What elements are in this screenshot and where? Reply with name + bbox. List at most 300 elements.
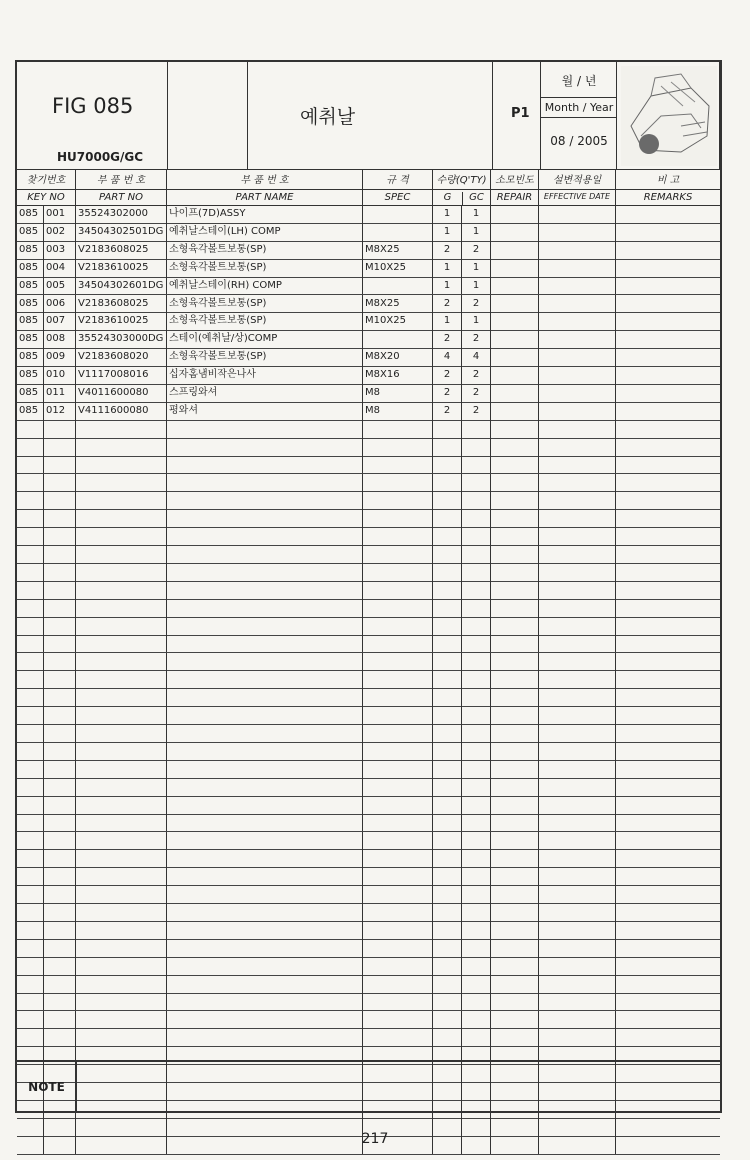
cell-part_no	[76, 420, 167, 438]
cell-key	[44, 527, 76, 545]
cell-spec	[363, 778, 433, 796]
cell-g	[433, 438, 462, 456]
col-qty	[433, 169, 491, 205]
cell-g	[433, 742, 462, 760]
cell-blank-7	[491, 205, 539, 223]
cell-key: 011	[44, 384, 76, 402]
cell-spec	[363, 617, 433, 635]
cell-name	[167, 545, 363, 563]
cell-gc	[462, 563, 491, 581]
cell-gc: 4	[462, 348, 491, 366]
cell-fig	[17, 957, 44, 975]
cell-gc	[462, 474, 491, 492]
cell-part_no	[76, 563, 167, 581]
col-spec-kor: 규 격	[386, 175, 409, 186]
cell-blank-9	[616, 778, 720, 796]
cell-blank-8	[539, 438, 616, 456]
col-part-no-kor: 부 품 번 호	[96, 175, 146, 186]
cell-fig	[17, 599, 44, 617]
cell-blank-7	[491, 366, 539, 384]
table-row	[17, 366, 720, 385]
cell-blank-7	[491, 509, 539, 527]
cell-g	[433, 867, 462, 885]
blank-cell	[168, 62, 248, 169]
cell-blank-9	[616, 832, 720, 850]
cell-part_no	[76, 545, 167, 563]
cell-part_no	[76, 456, 167, 474]
cell-blank-8	[539, 635, 616, 653]
cell-spec: M8X25	[363, 295, 433, 313]
cell-blank-7	[491, 975, 539, 993]
cell-key	[44, 509, 76, 527]
table-header	[17, 169, 720, 206]
cell-part_no	[76, 778, 167, 796]
cell-blank-7	[491, 760, 539, 778]
cell-blank-8	[539, 867, 616, 885]
cell-spec	[363, 688, 433, 706]
cell-g	[433, 670, 462, 688]
cell-blank-7	[491, 939, 539, 957]
cell-spec: M10X25	[363, 312, 433, 330]
cell-blank-8	[539, 957, 616, 975]
cell-gc	[462, 957, 491, 975]
cell-spec: M8X20	[363, 348, 433, 366]
note-label: NOTE	[17, 1062, 77, 1113]
table-row	[17, 617, 720, 636]
page-cell	[493, 62, 541, 169]
col-qty-g: G	[433, 192, 463, 206]
cell-blank-9	[616, 474, 720, 492]
cell-key: 004	[44, 259, 76, 277]
cell-fig	[17, 939, 44, 957]
cell-key	[44, 635, 76, 653]
cell-g	[433, 939, 462, 957]
cell-part_no	[76, 581, 167, 599]
cell-blank-7	[491, 241, 539, 259]
cell-spec	[363, 456, 433, 474]
cell-name	[167, 742, 363, 760]
cell-blank-8	[539, 420, 616, 438]
cell-spec: M8	[363, 402, 433, 420]
table-row	[17, 903, 720, 922]
cell-blank-8	[539, 670, 616, 688]
cell-key	[44, 724, 76, 742]
cell-blank-7	[491, 348, 539, 366]
cell-gc	[462, 456, 491, 474]
cell-gc: 2	[462, 366, 491, 384]
cell-part_no	[76, 921, 167, 939]
cell-blank-8	[539, 527, 616, 545]
cell-g: 1	[433, 259, 462, 277]
table-row	[17, 993, 720, 1012]
cell-fig	[17, 688, 44, 706]
cell-g	[433, 1011, 462, 1029]
cell-blank-8	[539, 706, 616, 724]
cell-blank-7	[491, 1011, 539, 1029]
table-row	[17, 474, 720, 493]
cell-gc	[462, 635, 491, 653]
cell-g	[433, 653, 462, 671]
cell-blank-7	[491, 420, 539, 438]
table-row	[17, 670, 720, 689]
cell-spec	[363, 921, 433, 939]
cell-fig: 085	[17, 277, 44, 295]
cell-blank-7	[491, 921, 539, 939]
cell-name	[167, 509, 363, 527]
cell-spec	[363, 975, 433, 993]
cell-blank-8	[539, 849, 616, 867]
cell-fig	[17, 706, 44, 724]
cell-part_no	[76, 1011, 167, 1029]
cell-gc: 1	[462, 277, 491, 295]
cell-blank-9	[616, 295, 720, 313]
table-row	[17, 402, 720, 421]
cell-gc	[462, 814, 491, 832]
cell-part_no: 34504302601DG	[76, 277, 167, 295]
cell-name: 스테이(예취날/상)COMP	[167, 330, 363, 348]
cell-spec	[363, 1011, 433, 1029]
cell-blank-9	[616, 867, 720, 885]
cell-key: 007	[44, 312, 76, 330]
cell-part_no	[76, 491, 167, 509]
cell-fig	[17, 635, 44, 653]
cell-key	[44, 456, 76, 474]
cell-blank-8	[539, 778, 616, 796]
cell-part_no	[76, 760, 167, 778]
cell-fig	[17, 796, 44, 814]
fig-number: FIG 085	[52, 94, 134, 118]
cell-fig	[17, 903, 44, 921]
col-part-no-eng: PART NO	[76, 189, 166, 203]
cell-g	[433, 509, 462, 527]
table-row	[17, 724, 720, 743]
cell-blank-9	[616, 581, 720, 599]
cell-gc	[462, 921, 491, 939]
cell-name	[167, 849, 363, 867]
table-row	[17, 509, 720, 528]
cell-key	[44, 688, 76, 706]
table-row	[17, 420, 720, 439]
cell-gc	[462, 420, 491, 438]
cell-key: 001	[44, 205, 76, 223]
cell-key	[44, 921, 76, 939]
cell-blank-9	[616, 760, 720, 778]
cell-name	[167, 653, 363, 671]
cell-blank-9	[616, 241, 720, 259]
cell-blank-7	[491, 402, 539, 420]
cell-name	[167, 670, 363, 688]
cell-blank-9	[616, 509, 720, 527]
cell-blank-7	[491, 563, 539, 581]
cell-fig: 085	[17, 384, 44, 402]
table-row	[17, 921, 720, 940]
cell-spec	[363, 223, 433, 241]
table-row	[17, 259, 720, 278]
cell-g	[433, 456, 462, 474]
cell-key	[44, 545, 76, 563]
cell-name	[167, 581, 363, 599]
cell-g	[433, 563, 462, 581]
cell-name: 소형육각볼트보통(SP)	[167, 348, 363, 366]
cell-gc	[462, 670, 491, 688]
cell-key	[44, 491, 76, 509]
cell-spec	[363, 545, 433, 563]
cell-blank-8	[539, 688, 616, 706]
cell-fig	[17, 760, 44, 778]
cell-fig: 085	[17, 241, 44, 259]
cell-g	[433, 420, 462, 438]
col-repair	[491, 169, 539, 205]
cell-blank-9	[616, 563, 720, 581]
table-row	[17, 581, 720, 600]
cell-part_no	[76, 885, 167, 903]
table-row	[17, 241, 720, 260]
cell-gc: 2	[462, 330, 491, 348]
cell-blank-7	[491, 993, 539, 1011]
cell-g	[433, 993, 462, 1011]
cell-key	[44, 474, 76, 492]
cell-blank-7	[491, 688, 539, 706]
cell-g: 2	[433, 330, 462, 348]
cell-blank-9	[616, 742, 720, 760]
cell-part_no	[76, 474, 167, 492]
cell-key	[44, 420, 76, 438]
table-row	[17, 635, 720, 654]
cell-key	[44, 975, 76, 993]
cell-blank-9	[616, 993, 720, 1011]
cell-part_no	[76, 670, 167, 688]
cell-part_no	[76, 1028, 167, 1046]
cell-blank-9	[616, 939, 720, 957]
cell-spec	[363, 277, 433, 295]
cell-blank-8	[539, 259, 616, 277]
cell-blank-9	[616, 438, 720, 456]
table-row	[17, 545, 720, 564]
cell-part_no	[76, 957, 167, 975]
cell-g	[433, 760, 462, 778]
table-row	[17, 885, 720, 904]
cell-blank-9	[616, 527, 720, 545]
cell-blank-7	[491, 491, 539, 509]
cell-spec	[363, 885, 433, 903]
parts-list-frame	[15, 60, 722, 1113]
cell-gc	[462, 653, 491, 671]
table-row	[17, 688, 720, 707]
cell-name: 평와셔	[167, 402, 363, 420]
cell-blank-8	[539, 903, 616, 921]
cell-gc: 2	[462, 402, 491, 420]
cell-part_no	[76, 688, 167, 706]
cell-blank-8	[539, 1011, 616, 1029]
cell-g	[433, 814, 462, 832]
cell-spec	[363, 670, 433, 688]
page-code: P1	[511, 106, 530, 121]
model-name: HU7000G/GC	[57, 150, 144, 164]
cell-fig: 085	[17, 259, 44, 277]
cell-key	[44, 653, 76, 671]
cell-gc	[462, 742, 491, 760]
cell-key: 002	[44, 223, 76, 241]
cell-g	[433, 921, 462, 939]
cell-g	[433, 706, 462, 724]
cell-blank-8	[539, 796, 616, 814]
table-row	[17, 330, 720, 349]
date-value: 08 / 2005	[550, 134, 608, 148]
cell-gc	[462, 867, 491, 885]
cell-name	[167, 993, 363, 1011]
cell-g	[433, 796, 462, 814]
table-row	[17, 312, 720, 331]
machine-thumbnail	[617, 62, 720, 169]
cell-blank-8	[539, 366, 616, 384]
cell-g: 2	[433, 241, 462, 259]
cell-spec: M8X25	[363, 241, 433, 259]
table-row	[17, 348, 720, 367]
cell-blank-9	[616, 420, 720, 438]
table-row	[17, 867, 720, 886]
cell-gc	[462, 778, 491, 796]
cell-key	[44, 903, 76, 921]
cell-name	[167, 832, 363, 850]
cell-blank-7	[491, 832, 539, 850]
cell-blank-9	[616, 277, 720, 295]
cell-fig	[17, 491, 44, 509]
cell-name	[167, 617, 363, 635]
cell-blank-8	[539, 599, 616, 617]
cell-g	[433, 957, 462, 975]
cell-spec: M10X25	[363, 259, 433, 277]
cell-gc	[462, 527, 491, 545]
cell-name	[167, 706, 363, 724]
cell-part_no	[76, 617, 167, 635]
cell-g	[433, 832, 462, 850]
cell-blank-9	[616, 921, 720, 939]
cell-key: 009	[44, 348, 76, 366]
cell-key: 008	[44, 330, 76, 348]
table-row	[17, 796, 720, 815]
cell-blank-8	[539, 993, 616, 1011]
cell-name	[167, 420, 363, 438]
cell-part_no	[76, 867, 167, 885]
cell-name: 소형육각볼트보통(SP)	[167, 241, 363, 259]
cell-blank-8	[539, 742, 616, 760]
cell-blank-8	[539, 814, 616, 832]
cell-gc	[462, 939, 491, 957]
cell-key	[44, 581, 76, 599]
cell-blank-7	[491, 885, 539, 903]
cell-part_no	[76, 796, 167, 814]
cell-name	[167, 939, 363, 957]
cell-key: 006	[44, 295, 76, 313]
cell-key	[44, 814, 76, 832]
cell-blank-7	[491, 545, 539, 563]
cell-blank-7	[491, 724, 539, 742]
cell-fig	[17, 742, 44, 760]
col-spec-eng: SPEC	[363, 189, 432, 203]
cell-g	[433, 724, 462, 742]
cell-g	[433, 599, 462, 617]
cell-gc	[462, 599, 491, 617]
cell-fig	[17, 617, 44, 635]
page-number: 217	[361, 1131, 389, 1147]
cell-spec	[363, 814, 433, 832]
cell-blank-7	[491, 653, 539, 671]
cell-blank-9	[616, 348, 720, 366]
cell-name	[167, 456, 363, 474]
cell-name	[167, 903, 363, 921]
cell-blank-8	[539, 760, 616, 778]
cell-name	[167, 563, 363, 581]
cell-blank-7	[491, 849, 539, 867]
col-qty-kor: 수량(Q'TY)	[436, 175, 487, 186]
cell-key	[44, 1028, 76, 1046]
cell-blank-8	[539, 832, 616, 850]
cell-fig	[17, 867, 44, 885]
cell-gc	[462, 832, 491, 850]
harvester-illustration-icon	[621, 66, 717, 166]
date-label-eng: Month / Year	[541, 97, 617, 118]
cell-name	[167, 527, 363, 545]
cell-gc: 1	[462, 259, 491, 277]
cell-name	[167, 1028, 363, 1046]
cell-blank-8	[539, 563, 616, 581]
cell-part_no: 34504302501DG	[76, 223, 167, 241]
cell-fig: 085	[17, 205, 44, 223]
cell-part_no	[76, 903, 167, 921]
cell-name	[167, 438, 363, 456]
cell-blank-8	[539, 205, 616, 223]
table-row	[17, 277, 720, 296]
cell-g: 1	[433, 277, 462, 295]
cell-blank-7	[491, 957, 539, 975]
col-qty-sub	[433, 189, 490, 203]
date-cell	[541, 62, 617, 169]
cell-part_no: V2183608025	[76, 241, 167, 259]
cell-blank-7	[491, 706, 539, 724]
col-part-name-eng: PART NAME	[167, 189, 362, 203]
cell-fig	[17, 724, 44, 742]
cell-spec	[363, 563, 433, 581]
table-row	[17, 939, 720, 958]
cell-blank-9	[616, 456, 720, 474]
cell-blank-8	[539, 474, 616, 492]
cell-gc	[462, 975, 491, 993]
cell-blank-8	[539, 724, 616, 742]
cell-name	[167, 867, 363, 885]
cell-key	[44, 778, 76, 796]
cell-part_no	[76, 635, 167, 653]
cell-fig	[17, 509, 44, 527]
cell-key: 003	[44, 241, 76, 259]
cell-key	[44, 438, 76, 456]
cell-g: 2	[433, 384, 462, 402]
cell-blank-7	[491, 867, 539, 885]
cell-blank-8	[539, 921, 616, 939]
cell-g	[433, 635, 462, 653]
cell-gc: 2	[462, 384, 491, 402]
table-row	[17, 849, 720, 868]
cell-spec	[363, 474, 433, 492]
cell-key	[44, 742, 76, 760]
cell-spec: M8X16	[363, 366, 433, 384]
col-qty-gc: GC	[469, 192, 484, 203]
cell-blank-9	[616, 688, 720, 706]
cell-name	[167, 760, 363, 778]
cell-g: 1	[433, 312, 462, 330]
cell-blank-8	[539, 456, 616, 474]
cell-name: 소형육각볼트보통(SP)	[167, 295, 363, 313]
cell-part_no: V4111600080	[76, 402, 167, 420]
